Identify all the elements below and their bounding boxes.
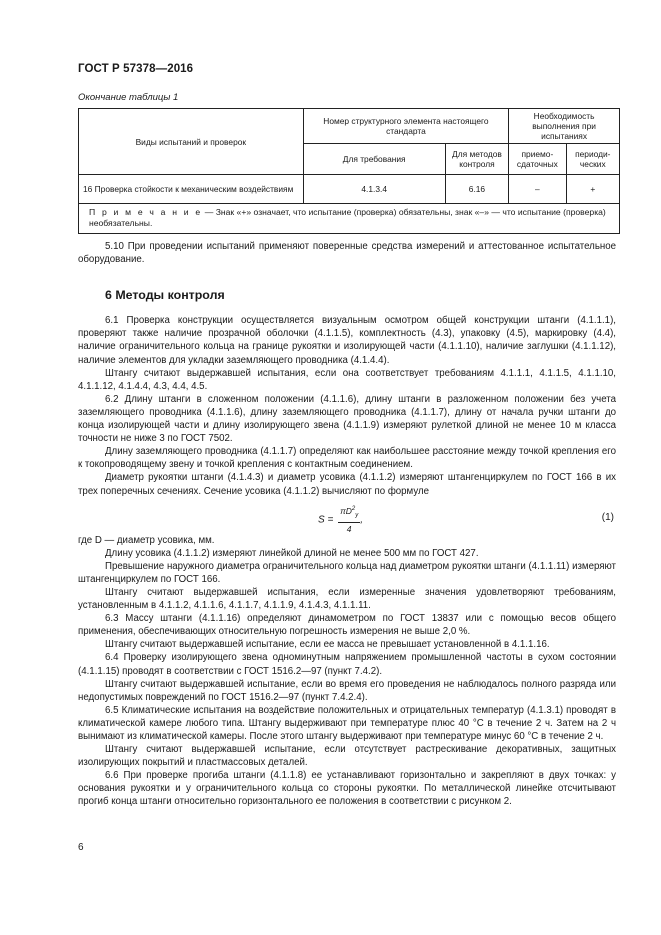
clause-6-2: 6.2 Длину штанги в сложенном положении (4.1.1.6), длину штанги в разложенном положении без учета заземляющего проводника (4.1.1.6), длину заземляющего проводника (4.1.1.7), длину от начала ручки штанги до конца изолирующей части и длину изолирующего звена (4.1.1.9) измеряют рулеткой длиной не менее 10 м класса точности не ниже 3 по ГОСТ 7502. xyxy=(78,393,616,445)
table-caption: Окончание таблицы 1 xyxy=(78,92,179,103)
clause-6-2-ring: Превышение наружного диаметра ограничительного кольца над диаметром рукоятки штанги (4.1.1.11) измеряют штангенциркулем по ГОСТ 166. xyxy=(78,560,616,585)
clause-6-3: 6.3 Массу штанги (4.1.1.16) определяют динамометром по ГОСТ 13837 или с помощью весов общего применения, обеспечивающих относительную погрешность измерения не выше 2,0 %. xyxy=(78,613,616,638)
table-header-need: Необходимость выполнения при испытаниях xyxy=(509,109,620,144)
clause-6-4: 6.4 Проверку изолирующего звена одноминутным напряжением промышленной частоты в сухом состоянии (4.1.1.15) проводят в соответствии с ГОСТ 1516.2—97 (пункт 7.4.2). xyxy=(78,652,616,677)
table-cell-req: 4.1.3.4 xyxy=(303,175,445,204)
clause-6-2-length: Длину усовика (4.1.1.2) измеряют линейкой длиной не менее 500 мм по ГОСТ 427. xyxy=(105,547,479,559)
table-note-label: П р и м е ч а н и е xyxy=(89,207,203,217)
clause-6-1-result: Штангу считают выдержавшей испытания, если она соответствует требованиям 4.1.1.1, 4.1.1.5, 4.1.1.10, 4.1.1.12, 4.1.4.4, 4.3, 4.4, 4.5. xyxy=(78,367,616,392)
table-header-req: Для требования xyxy=(303,144,445,175)
clause-6-1: 6.1 Проверка конструкции осуществляется визуальным осмотром общей конструкции штанги (4.1.1.1), проверяют также наличие прозрачной оболочки (4.1.1.5), комплектность (4.3), упаковку (4.5), маркировку (4.4), наличие ограничительного кольца на границе рукоятки и изолирующей части (4.1.1.10), наличие заглушки (4.1.1.12), наличие элементов для укладки заземляющего проводника (4.1.4.4). xyxy=(78,315,616,366)
clause-6-5: 6.5 Климатические испытания на воздействие положительных и отрицательных температур (4.1.3.1) проводят в климатической камере любого типа. Штангу выдерживают при температуре плюс 40 °С в течение 2 ч. Затем на 2 ч вынимают из климатической камеры. После этого штангу выдерживают при температуре минус 60 °С в течение 2 ч. xyxy=(78,704,616,742)
table-header-periodic: периоди-ческих xyxy=(566,144,619,175)
clause-6-3-result: Штангу считают выдержавшей испытание, если ее масса не превышает установленной в 4.1.1.16. xyxy=(105,639,550,651)
formula-fraction xyxy=(338,503,360,537)
formula-number: (1) xyxy=(601,511,614,523)
clause-6-6: 6.6 При проверке прогиба штанги (4.1.1.8) ее устанавливают горизонтально и закрепляют в двух точках: у основания рукоятки и у ограничительного кольца со стороны рукоятки. По металлической линейке отсчитывают прогиб конца штанги относительно горизонтального ее положения в соответствии с рисунком 2. xyxy=(78,770,616,808)
clause-6-4-result: Штангу считают выдержавшей испытание, если во время его проведения не наблюдалось полного разряда или недопустимых повреждений по ГОСТ 1516.2—97 (пункт 7.4.2.4). xyxy=(78,678,616,703)
table-header-methods: Для методов контроля xyxy=(445,144,508,175)
table-header-accept: приемо-сдаточных xyxy=(509,144,566,175)
section-title: 6 Методы контроля xyxy=(105,288,225,303)
formula-numerator: $\pi D^2_у$ xyxy=(338,503,360,524)
formula-denominator: 4 xyxy=(346,524,352,535)
table-header-kind: Виды испытаний и проверок xyxy=(79,109,304,175)
formula-lhs: S = xyxy=(318,514,337,526)
clause-6-5-result: Штангу считают выдержавшей испытание, если отсутствует растрескивание декоративных, защитных изолирующих покрытий и пластмассовых деталей. xyxy=(78,744,616,769)
tests-table xyxy=(78,108,620,234)
page-number: 6 xyxy=(78,842,84,853)
table-note-text: — Знак «+» означает, что испытание (проверка) обязательны, знак «–» — что испытание (проверка) необязательны. xyxy=(89,207,606,228)
clause-6-2-result: Штангу считают выдержавшей испытания, если измеренные значения удовлетворяют требованиям, установленным в 4.1.1.2, 4.1.1.6, 4.1.1.7, 4.1.1.9, 4.1.4.3, 4.1.1.11. xyxy=(78,586,616,612)
table-header-number: Номер структурного элемента настоящего стандарта xyxy=(303,109,509,144)
document-header: ГОСТ Р 57378—2016 xyxy=(78,63,194,75)
clause-6-2-ground: Длину заземляющего проводника (4.1.1.7) определяют как наибольшее расстояние между точкой крепления его к токопроводящему звену и точкой крепления с контактным соединением. xyxy=(78,446,616,471)
table-cell-methods: 6.16 xyxy=(445,175,508,204)
clause-5-10: 5.10 При проведении испытаний применяют поверенные средства измерений и аттестованное испытательное оборудование. xyxy=(78,241,616,266)
table-note xyxy=(79,204,620,234)
document-body xyxy=(78,240,616,809)
table-cell-name: 16 Проверка стойкости к механическим воздействиям xyxy=(79,175,304,204)
formula-1 xyxy=(78,501,616,534)
table-cell-periodic: + xyxy=(566,175,619,204)
formula-where: где D — диаметр усовика, мм. xyxy=(78,534,215,546)
formula-expression xyxy=(318,503,363,537)
clause-6-2-diameter: Диаметр рукоятки штанги (4.1.4.3) и диаметр усовика (4.1.1.2) измеряют штангенциркулем по ГОСТ 166 в их трех поперечных сечениях. Сечение усовика (4.1.1.2) вычисляют по формуле xyxy=(78,472,616,497)
formula-tail: , xyxy=(360,514,364,526)
table-cell-accept: – xyxy=(509,175,566,204)
